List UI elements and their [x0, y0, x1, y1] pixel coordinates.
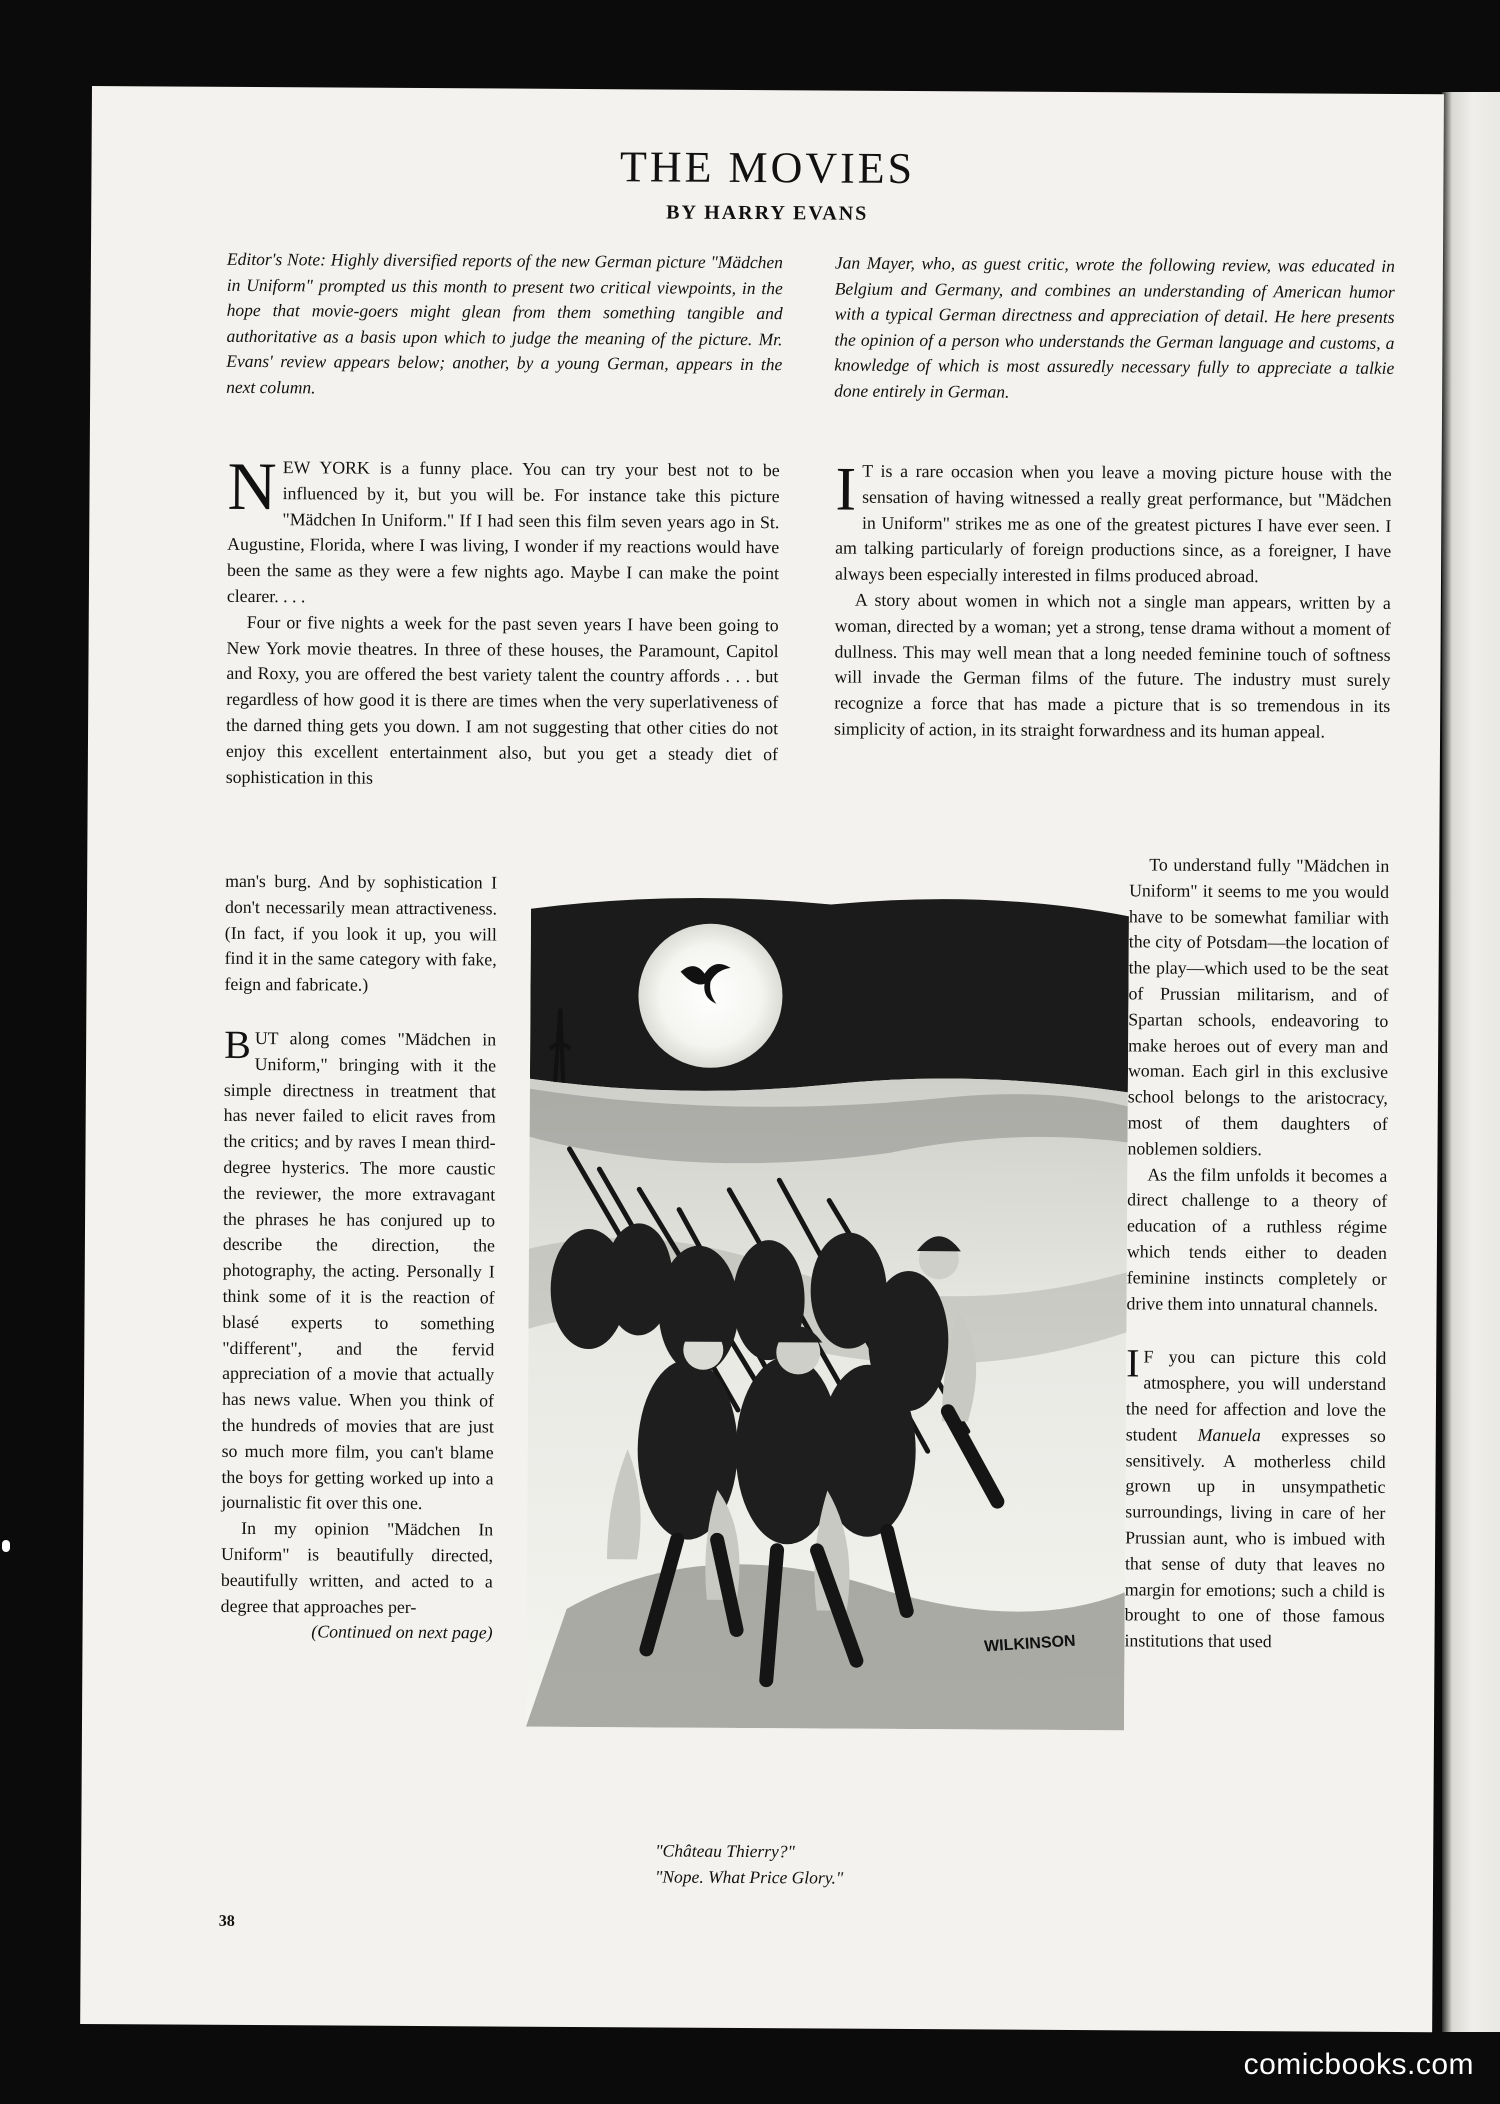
- drop-cap-n: N: [227, 447, 277, 525]
- caption-line-1: "Château Thierry?": [655, 1840, 795, 1862]
- night-sky: [530, 897, 1129, 1094]
- left-paragraph-2-cont: man's burg. And by sophistication I don't necessarily mean attractiveness. (In fact, if you look it up, you will find it in the same category with fake, feign and fabricate.): [224, 870, 498, 995]
- article-title: THE MOVIES: [619, 142, 916, 194]
- magazine-page: [80, 86, 1444, 2032]
- right-column-top: [834, 455, 1392, 746]
- editors-note-left: Editor's Note: Highly diversified reports of the new German picture "Mädchen in Uniform" prompted us this month to present two critical viewpoints, in the hope that movie-goers might glean from them something tangible and authoritative as a basis upon which to judge the meaning of the picture. Mr. Evans' review appears below; another, by a young German, appears in the next column.: [226, 248, 783, 398]
- soldiers-moon-illustration: [526, 889, 1129, 1731]
- adjacent-page-edge: [1442, 92, 1500, 2032]
- continued-note: (Continued on next page): [311, 1621, 493, 1643]
- drop-cap-i: I: [835, 455, 857, 524]
- scan-speck: [2, 1540, 10, 1552]
- article-byline: BY HARRY EVANS: [666, 201, 869, 225]
- right-paragraph-4: As the film unfolds it becomes a direct challenge to a theory of education of a ruthless régime which tends either to deaden feminine instincts completely or drive them into unnatural channels.: [1126, 1164, 1388, 1315]
- right-column-narrow: [1124, 852, 1389, 1655]
- illustration-caption: [655, 1837, 975, 1891]
- right-paragraph-2: A story about women in which not a single man appears, written by a woman, directed by a woman; yet a strong, tense drama without a moment of dullness. This may well mean that a long needed feminine touch of softness will invade the German films of the future. The industry must surely recognize a force that has made a picture that is so tremendous in its simplicity of action, in its straight forwardness and its human appeal.: [834, 589, 1391, 742]
- left-paragraph-2: Four or five nights a week for the past seven years I have been going to New York movie theatres. In three of these houses, the Paramount, Capitol and Roxy, you are offered the best variety talent the country affords . . . but regardless of how good it is there are times when the very superlativeness of the darned thing gets you down. I am not suggesting that other cities do not enjoy this excellent entertainment also, but you get a steady diet of sophistication in this: [225, 611, 779, 788]
- left-column-narrow: [220, 869, 497, 1647]
- left-paragraph-3: BUT along comes "Mädchen in Uniform," bringing with it the simple directness in treatment that has never failed to elicit raves from the critics; and by raves I mean third-degree hysterics. The more caustic the reviewer, the more extravagant the phrases he has conjured up to describe the direction, the photography, the acting. Personally I think some of it is the reaction of blasé experts to something "different", and the fervid appreciation of a movie that actually has news value. When you think of the hundreds of movies that are just so much more film, you can't blame the boys for getting worked up into a journalistic fit over this one.: [221, 1021, 497, 1514]
- right-paragraph-1: I T is a rare occasion when you leave a moving picture house with the sensation of having witnessed a really great performance, but "Mädchen in Uniform" strikes me as one of the greatest pictures I have ever seen. I am talking particularly of foreign productions since, as a foreigner, I have always been especially interested in films produced abroad.: [834, 455, 1392, 587]
- drop-cap-b: B: [224, 1021, 251, 1067]
- caption-line-2: "Nope. What Price Glory.": [655, 1866, 844, 1888]
- editors-note-right: Jan Mayer, who, as guest critic, wrote the following review, was educated in Belgium and Germany, and combines an understanding of American humor with a typical German directness and appreciation of detail. He here presents the opinion of a person who understands the German language and customs, a knowledge of which is most assuredly necessary fully to appreciate a talkie done entirely in German.: [834, 252, 1395, 402]
- left-paragraph-4: In my opinion "Mädchen In Uniform" is beautifully directed, beautifully written, and acted to a degree that approaches per-: [220, 1518, 494, 1617]
- left-paragraph-1: NEW YORK is a funny place. You can try your best not to be influenced by it, but you will be. For instance take this picture "Mädchen In Uniform." If I had seen this film seven years ago in St. Augustine, Florida, where I was living, I wonder if my reactions would have been the same as they were a few nights ago. Maybe I can make the point clearer. . . .: [226, 447, 780, 607]
- page-number: 38: [218, 1912, 235, 1930]
- site-watermark: comicbooks.com: [1243, 2048, 1474, 2081]
- left-column-top: [225, 447, 780, 794]
- right-paragraph-3: To understand fully "Mädchen in Uniform" it seems to me you would have to be somewhat familiar with the city of Potsdam—the location of the play—which used to be the seat of Prussian militarism, and of Spartan schools, endeavoring to make heroes out of every man and woman. Each girl in this exclusive school belongs to the aristocracy, most of them daughters of noblemen soldiers.: [1127, 854, 1390, 1159]
- right-paragraph-5: I F you can picture this cold atmosphere, you will understand the need for affection and love the student Manuela expresses so sensitively. A motherless child grown up in unsympathetic surroundings, living in care of her Prussian aunt, who is imbued with that sense of duty that leaves no margin for emotions; such a child is brought to one of those famous institutions that used: [1124, 1340, 1387, 1652]
- illustrator-signature: WILKINSON: [983, 1632, 1077, 1656]
- drop-cap-i-2: I: [1126, 1340, 1140, 1386]
